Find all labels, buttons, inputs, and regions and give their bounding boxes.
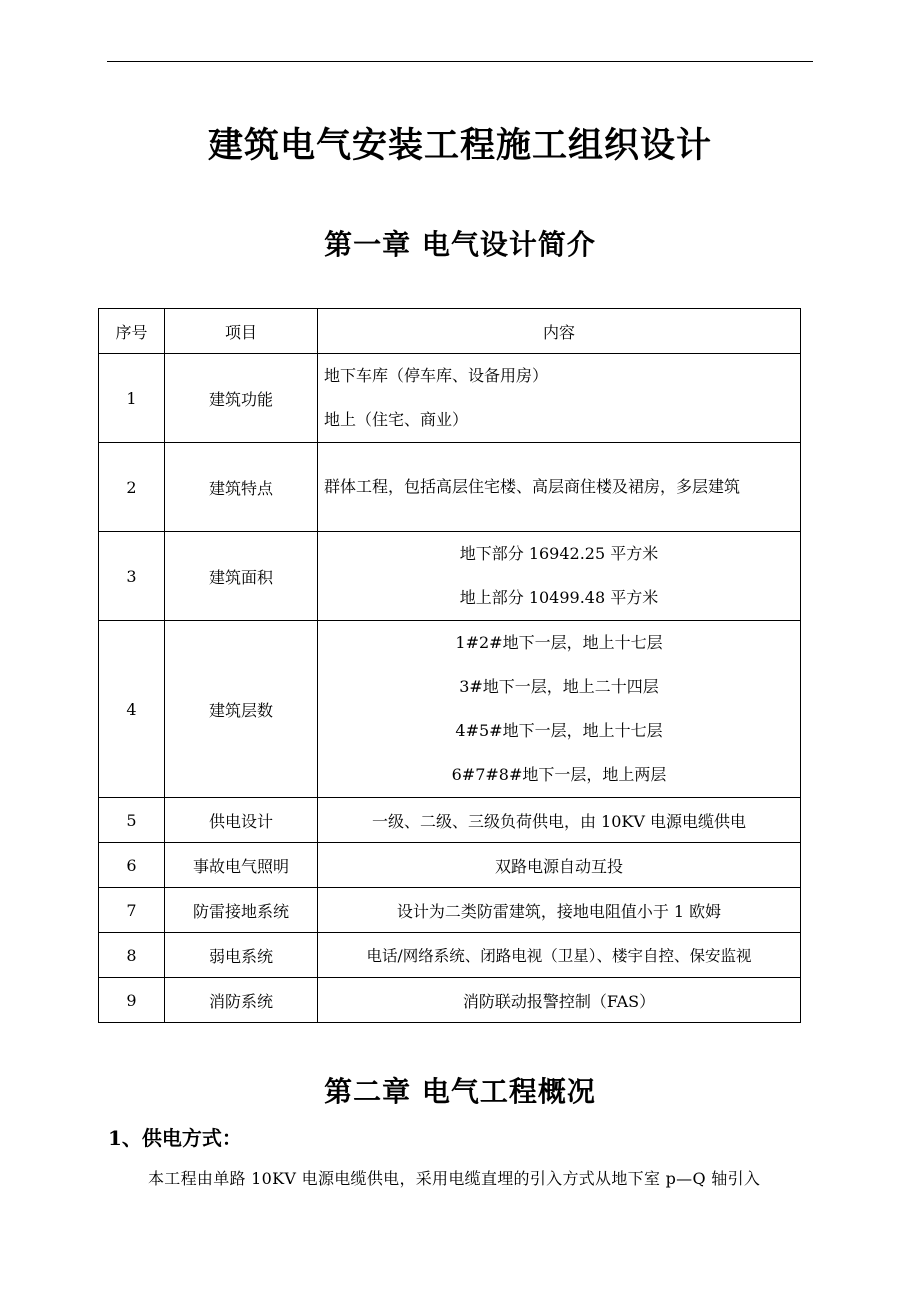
header-content: 内容 — [318, 309, 801, 354]
content-line: 地下部分 16942.25 平方米 — [459, 544, 659, 563]
body-paragraph: 本工程由单路 10KV 电源电缆供电，采用电缆直埋的引入方式从地下室 p—Q 轴引入 — [148, 1169, 761, 1188]
content-line: 群体工程，包括高层住宅楼、高层商住楼及裙房，多层建筑 — [324, 477, 741, 496]
row-item: 建筑面积 — [165, 532, 318, 621]
row-num: 2 — [99, 443, 165, 532]
row-num: 3 — [99, 532, 165, 621]
row-content: 消防联动报警控制（FAS） — [318, 978, 801, 1023]
row-item: 弱电系统 — [165, 933, 318, 978]
row-content: 双路电源自动互投 — [318, 843, 801, 888]
header-num: 序号 — [99, 309, 165, 354]
document-title: 建筑电气安装工程施工组织设计 — [207, 126, 712, 166]
chapter-2-title: 第二章 电气工程概况 — [324, 1075, 596, 1108]
row-num: 5 — [99, 798, 165, 843]
content-line: 4#5#地下一层，地上十七层 — [455, 721, 663, 740]
row-num: 4 — [99, 621, 165, 798]
table-row — [99, 843, 801, 888]
row-num: 1 — [99, 354, 165, 443]
table-row — [99, 798, 801, 843]
row-content — [318, 443, 801, 532]
content-line: 地上（住宅、商业） — [324, 410, 469, 429]
header-item: 项目 — [165, 309, 318, 354]
row-item: 建筑特点 — [165, 443, 318, 532]
row-item: 消防系统 — [165, 978, 318, 1023]
table-row — [99, 933, 801, 978]
content-line: 6#7#8#地下一层，地上两层 — [451, 765, 667, 784]
content-line: 地下车库（停车库、设备用房） — [324, 366, 549, 385]
design-summary-table — [98, 308, 801, 1023]
row-item: 建筑功能 — [165, 354, 318, 443]
row-item: 建筑层数 — [165, 621, 318, 798]
table-row — [99, 532, 801, 621]
table-row — [99, 888, 801, 933]
row-content: 一级、二级、三级负荷供电，由 10KV 电源电缆供电 — [318, 798, 801, 843]
table-row — [99, 443, 801, 532]
row-num: 8 — [99, 933, 165, 978]
chapter-1-title: 第一章 电气设计简介 — [324, 228, 596, 261]
table-header-row — [99, 309, 801, 354]
row-num: 6 — [99, 843, 165, 888]
content-line: 地上部分 10499.48 平方米 — [459, 588, 659, 607]
row-content: 电话/网络系统、闭路电视（卫星）、楼宇自控、保安监视 — [318, 933, 801, 978]
header-rule — [107, 61, 813, 62]
row-content — [318, 532, 801, 621]
row-content: 设计为二类防雷建筑，接地电阻值小于 1 欧姆 — [318, 888, 801, 933]
content-line: 3#地下一层，地上二十四层 — [459, 677, 659, 696]
section-heading: 1、供电方式： — [108, 1126, 242, 1150]
row-num: 9 — [99, 978, 165, 1023]
row-num: 7 — [99, 888, 165, 933]
table-row — [99, 978, 801, 1023]
row-content — [318, 354, 801, 443]
row-item: 防雷接地系统 — [165, 888, 318, 933]
table-row — [99, 354, 801, 443]
row-content — [318, 621, 801, 798]
content-line: 1#2#地下一层，地上十七层 — [455, 633, 663, 652]
row-item: 事故电气照明 — [165, 843, 318, 888]
table-row — [99, 621, 801, 798]
row-item: 供电设计 — [165, 798, 318, 843]
